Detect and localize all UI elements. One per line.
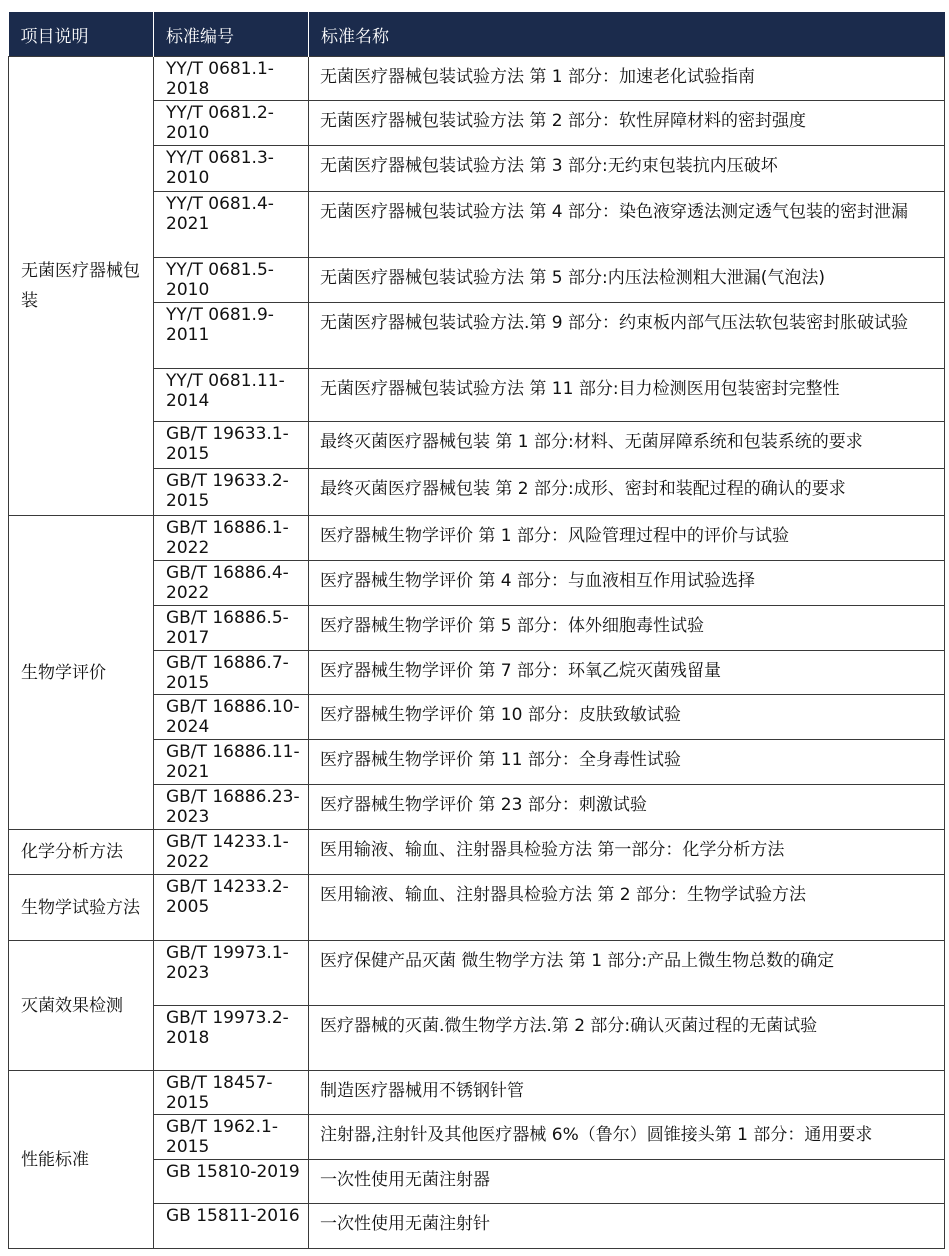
table-body [9,57,945,1249]
category-cell: 灭菌效果检测 [9,941,154,1071]
standard-code-cell: YY/T 0681.11-2014 [154,369,309,422]
standard-code-cell: GB/T 19973.1-2023 [154,941,309,1006]
standard-code-cell: GB/T 18457-2015 [154,1071,309,1115]
header-code: 标准编号 [154,12,309,57]
standard-name-cell: 医疗器械生物学评价 第 7 部分：环氧乙烷灭菌残留量 [309,651,945,695]
standard-code-cell: GB/T 1962.1-2015 [154,1115,309,1160]
standard-name-cell: 医疗器械的灭菌.微生物学方法.第 2 部分:确认灭菌过程的无菌试验 [309,1006,945,1071]
standard-code-cell: GB/T 14233.1-2022 [154,830,309,875]
standard-code-cell: YY/T 0681.4-2021 [154,192,309,258]
standard-code-cell: YY/T 0681.2-2010 [154,101,309,146]
standard-name-cell: 无菌医疗器械包装试验方法 第 11 部分:目力检测医用包装密封完整性 [309,369,945,422]
header-row [9,12,945,57]
standard-name-cell: 医疗器械生物学评价 第 4 部分：与血液相互作用试验选择 [309,561,945,606]
table-row [9,57,945,101]
standard-name-cell: 无菌医疗器械包装试验方法 第 5 部分:内压法检测粗大泄漏(气泡法) [309,258,945,303]
standard-code-cell: GB/T 16886.11-2021 [154,740,309,785]
standard-name-cell: 无菌医疗器械包装试验方法 第 3 部分:无约束包装抗内压破坏 [309,146,945,192]
header-name: 标准名称 [309,12,945,57]
table-row [9,516,945,561]
standard-name-cell: 制造医疗器械用不锈钢针管 [309,1071,945,1115]
standard-code-cell: GB/T 16886.5-2017 [154,606,309,651]
standard-code-cell: GB/T 16886.23-2023 [154,785,309,830]
standard-name-cell: 一次性使用无菌注射器 [309,1160,945,1204]
category-cell: 生物学试验方法 [9,875,154,941]
standard-code-cell: GB/T 19973.2-2018 [154,1006,309,1071]
standards-table [8,12,945,1249]
standard-code-cell: GB/T 19633.2-2015 [154,469,309,516]
standard-name-cell: 一次性使用无菌注射针 [309,1204,945,1249]
standard-code-cell: GB 15811-2016 [154,1204,309,1249]
standard-code-cell: GB/T 16886.10-2024 [154,695,309,740]
standard-name-cell: 医疗器械生物学评价 第 1 部分：风险管理过程中的评价与试验 [309,516,945,561]
header-category: 项目说明 [9,12,154,57]
standard-name-cell: 最终灭菌医疗器械包装 第 2 部分:成形、密封和装配过程的确认的要求 [309,469,945,516]
standard-code-cell: GB/T 16886.1-2022 [154,516,309,561]
standard-code-cell: GB/T 16886.4-2022 [154,561,309,606]
standard-code-cell: GB/T 14233.2-2005 [154,875,309,941]
standard-name-cell: 医用输液、输血、注射器具检验方法 第 2 部分：生物学试验方法 [309,875,945,941]
standard-name-cell: 最终灭菌医疗器械包装 第 1 部分:材料、无菌屏障系统和包装系统的要求 [309,422,945,469]
standard-name-cell: 医疗器械生物学评价 第 10 部分：皮肤致敏试验 [309,695,945,740]
table-row [9,1071,945,1115]
standard-name-cell: 医疗保健产品灭菌 微生物学方法 第 1 部分:产品上微生物总数的确定 [309,941,945,1006]
standard-code-cell: YY/T 0681.9-2011 [154,303,309,369]
standard-code-cell: YY/T 0681.3-2010 [154,146,309,192]
standard-code-cell: GB/T 16886.7-2015 [154,651,309,695]
table-row [9,875,945,941]
standard-name-cell: 注射器,注射针及其他医疗器械 6%（鲁尔）圆锥接头第 1 部分：通用要求 [309,1115,945,1160]
category-cell: 无菌医疗器械包装 [9,57,154,516]
standard-code-cell: GB/T 19633.1-2015 [154,422,309,469]
category-cell: 生物学评价 [9,516,154,830]
table-row [9,830,945,875]
standard-name-cell: 无菌医疗器械包装试验方法 第 1 部分：加速老化试验指南 [309,57,945,101]
standard-code-cell: YY/T 0681.1-2018 [154,57,309,101]
standard-name-cell: 医疗器械生物学评价 第 5 部分：体外细胞毒性试验 [309,606,945,651]
category-cell: 性能标准 [9,1071,154,1249]
standard-name-cell: 无菌医疗器械包装试验方法.第 9 部分：约束板内部气压法软包装密封胀破试验 [309,303,945,369]
standard-code-cell: YY/T 0681.5-2010 [154,258,309,303]
standard-code-cell: GB 15810-2019 [154,1160,309,1204]
standard-name-cell: 医用输液、输血、注射器具检验方法 第一部分：化学分析方法 [309,830,945,875]
standard-name-cell: 无菌医疗器械包装试验方法 第 4 部分：染色液穿透法测定透气包装的密封泄漏 [309,192,945,258]
standard-name-cell: 医疗器械生物学评价 第 23 部分：刺激试验 [309,785,945,830]
standard-name-cell: 医疗器械生物学评价 第 11 部分：全身毒性试验 [309,740,945,785]
standard-name-cell: 无菌医疗器械包装试验方法 第 2 部分：软性屏障材料的密封强度 [309,101,945,146]
category-cell: 化学分析方法 [9,830,154,875]
table-row [9,941,945,1006]
